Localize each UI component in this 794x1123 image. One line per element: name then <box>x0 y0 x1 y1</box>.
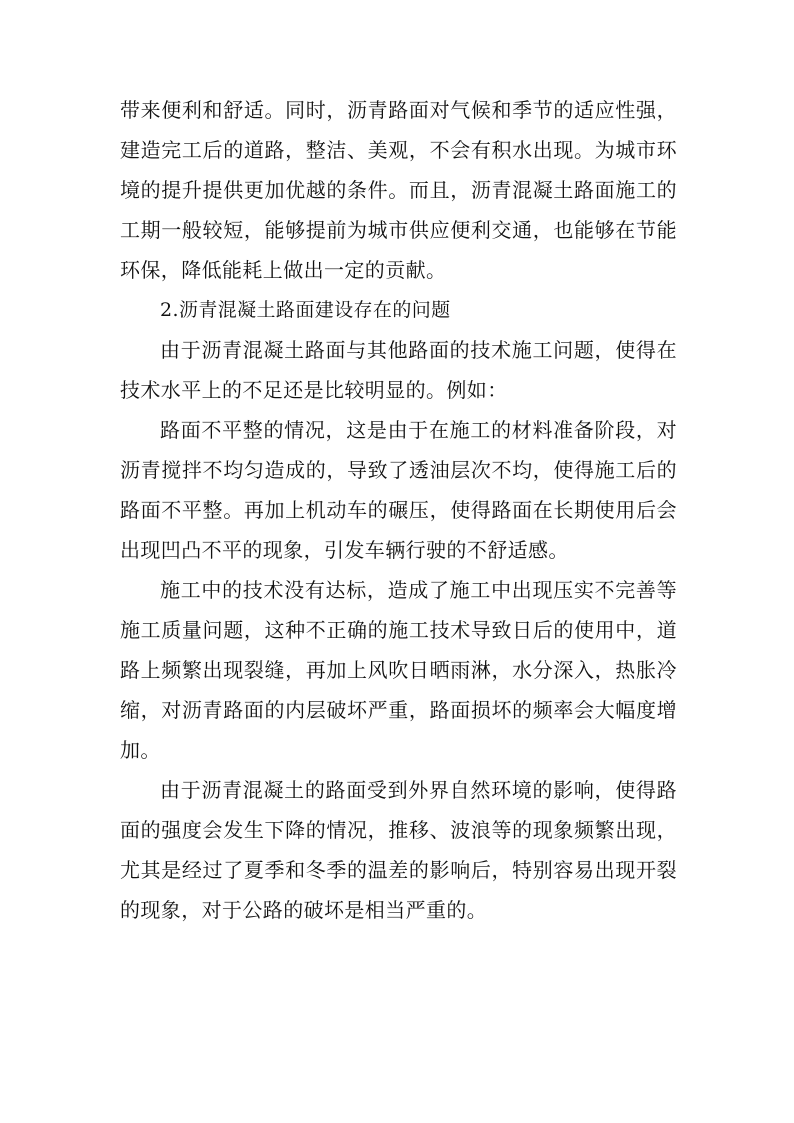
paragraph-environment-impact: 由于沥青混凝土的路面受到外界自然环境的影响，使得路面的强度会发生下降的情况，推移、波浪等的现象频繁出现，尤其是经过了夏季和冬季的温差的影响后，特别容易出现开裂的现象，对于公路的破坏是相当严重的。 <box>120 778 677 922</box>
paragraph-continuation: 带来便利和舒适。同时，沥青路面对气候和季节的适应性强，建造完工后的道路，整洁、美观，不会有积水出现。为城市环境的提升提供更加优越的条件。而且，沥青混凝土路面施工的工期一般较短，能够提前为城市供应便利交通，也能够在节能环保，降低能耗上做出一定的贡献。 <box>120 98 677 282</box>
document-body <box>120 90 677 930</box>
paragraph-intro: 由于沥青混凝土路面与其他路面的技术施工问题，使得在技术水平上的不足还是比较明显的。例如： <box>120 338 677 402</box>
paragraph-uneven-surface: 路面不平整的情况，这是由于在施工的材料准备阶段，对沥青搅拌不均匀造成的，导致了透油层次不均，使得施工后的路面不平整。再加上机动车的碾压，使得路面在长期使用后会出现凹凸不平的现象，引发车辆行驶的不舒适感。 <box>120 418 677 562</box>
section-heading: 2.沥青混凝土路面建设存在的问题 <box>160 299 451 321</box>
paragraph-construction-technique: 施工中的技术没有达标，造成了施工中出现压实不完善等施工质量问题，这种不正确的施工技术导致日后的使用中，道路上频繁出现裂缝，再加上风吹日晒雨淋，水分深入，热胀冷缩，对沥青路面的内层破坏严重，路面损坏的频率会大幅度增加。 <box>120 578 677 762</box>
